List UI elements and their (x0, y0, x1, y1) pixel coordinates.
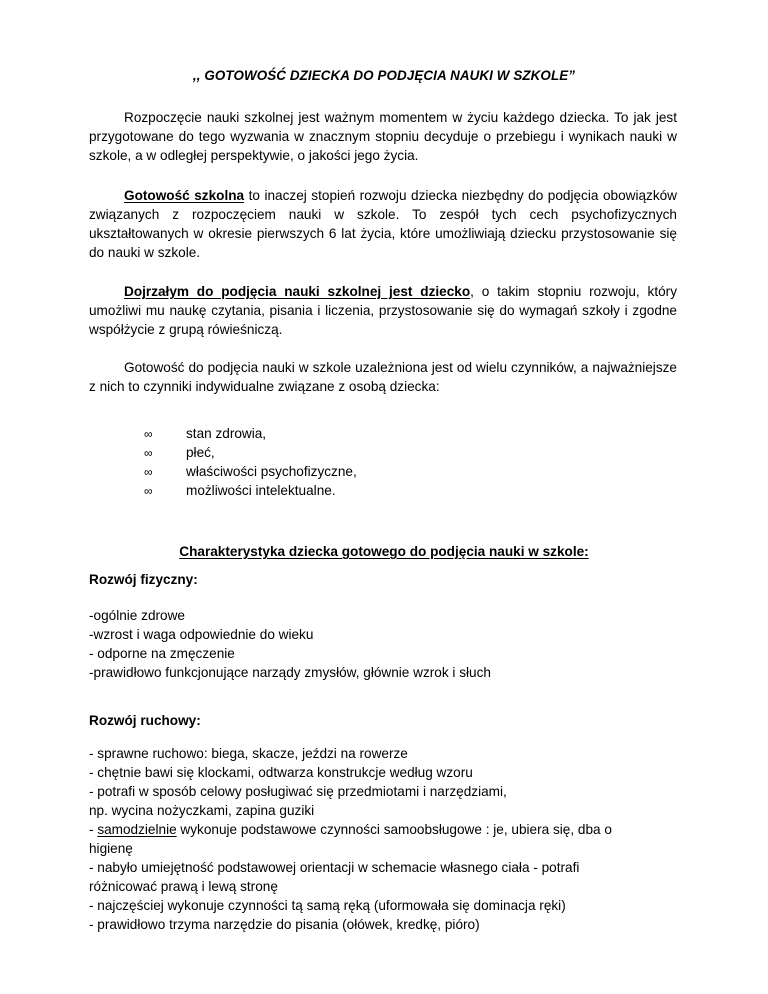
document-title: ,, GOTOWOŚĆ DZIECKA DO PODJĘCIA NAUKI W SZKOLE” (192, 68, 576, 83)
list-item: -wzrost i waga odpowiednie do wieku (89, 627, 314, 642)
list-item (144, 462, 357, 481)
factors-list (144, 424, 357, 500)
list-item: higienę (89, 841, 133, 856)
readiness-term: Gotowość szkolna (124, 188, 245, 203)
list-item-text: właściwości psychofizyczne, (186, 464, 357, 479)
list-item (144, 443, 357, 462)
section-title: Charakterystyka dziecka gotowego do podjęcia nauki w szkole: (179, 544, 589, 559)
mature-paragraph (89, 282, 677, 339)
list-item: - najczęściej wykonuje czynności tą samą ręką (uformowała się dominacja ręki) (89, 898, 566, 913)
readiness-paragraph (89, 186, 677, 262)
readiness-text: to inaczej stopień rozwoju dziecka niezbędny do podjęcia obowiązków związanych z rozpoczęciem nauki w szkole. To zespół tych cech psychofizycznych ukształtowanych w okresie pierwszych 6 lat życia, które umożliwiają dziecku przystosowanie się do nauki w szkole. (89, 188, 677, 260)
list-item-text: stan zdrowia, (186, 426, 267, 441)
factors-paragraph: Gotowość do podjęcia nauki w szkole uzależniona jest od wielu czynników, a najważniejsze z nich to czynniki indywidualne związane z osobą dziecka: (89, 360, 677, 394)
infinity-bullet-icon: ∞ (144, 446, 153, 460)
list-item: - sprawne ruchowo: biega, skacze, jeździ na rowerze (89, 746, 408, 761)
list-item: -prawidłowo funkcjonujące narządy zmysłów, głównie wzrok i słuch (89, 665, 491, 680)
mature-term: Dojrzałym do podjęcia nauki szkolnej jest dziecko (124, 284, 471, 299)
physical-list (89, 606, 689, 682)
list-item: - potrafi w sposób celowy posługiwać się przedmiotami i narzędziami, (89, 784, 507, 799)
motor-heading: Rozwój ruchowy: (89, 713, 201, 728)
list-item: np. wycina nożyczkami, zapina guziki (89, 803, 315, 818)
infinity-bullet-icon: ∞ (144, 465, 153, 479)
list-item: różnicować prawą i lewą stronę (89, 879, 278, 894)
infinity-bullet-icon: ∞ (144, 484, 153, 498)
list-item: - prawidłowo trzyma narzędzie do pisania (ołówek, kredkę, pióro) (89, 917, 480, 932)
intro-paragraph: Rozpoczęcie nauki szkolnej jest ważnym momentem w życiu każdego dziecka. To jak jest przygotowane do tego wyzwania w znacznym stopniu decyduje o przebiegu i wynikach nauki w szkole, a w odległej perspektywie, o jakości jego życia. (89, 110, 677, 163)
list-item-text: płeć, (186, 445, 215, 460)
list-item (144, 481, 357, 500)
list-item-text: możliwości intelektualne. (186, 483, 336, 498)
self-prefix: - (89, 822, 98, 837)
mature-text: , o takim stopniu rozwoju, który umożliwi mu naukę czytania, pisania i liczenia, przystosowanie się do wymagań szkoły i zgodne współżycie z grupą rówieśniczą. (89, 284, 677, 337)
infinity-bullet-icon: ∞ (144, 427, 153, 441)
list-item: - nabyło umiejętność podstawowej orientacji w schemacie własnego ciała - potrafi (89, 860, 580, 875)
motor-list (89, 744, 689, 934)
self-rest: wykonuje podstawowe czynności samoobsługowe : je, ubiera się, dba o (176, 822, 612, 837)
list-item: - chętnie bawi się klockami, odtwarza konstrukcje według wzoru (89, 765, 473, 780)
physical-heading: Rozwój fizyczny: (89, 572, 198, 587)
list-item: -ogólnie zdrowe (89, 608, 185, 623)
list-item (144, 424, 357, 443)
list-item: - odporne na zmęczenie (89, 646, 235, 661)
list-item (89, 820, 689, 839)
self-term: samodzielnie (97, 822, 177, 837)
